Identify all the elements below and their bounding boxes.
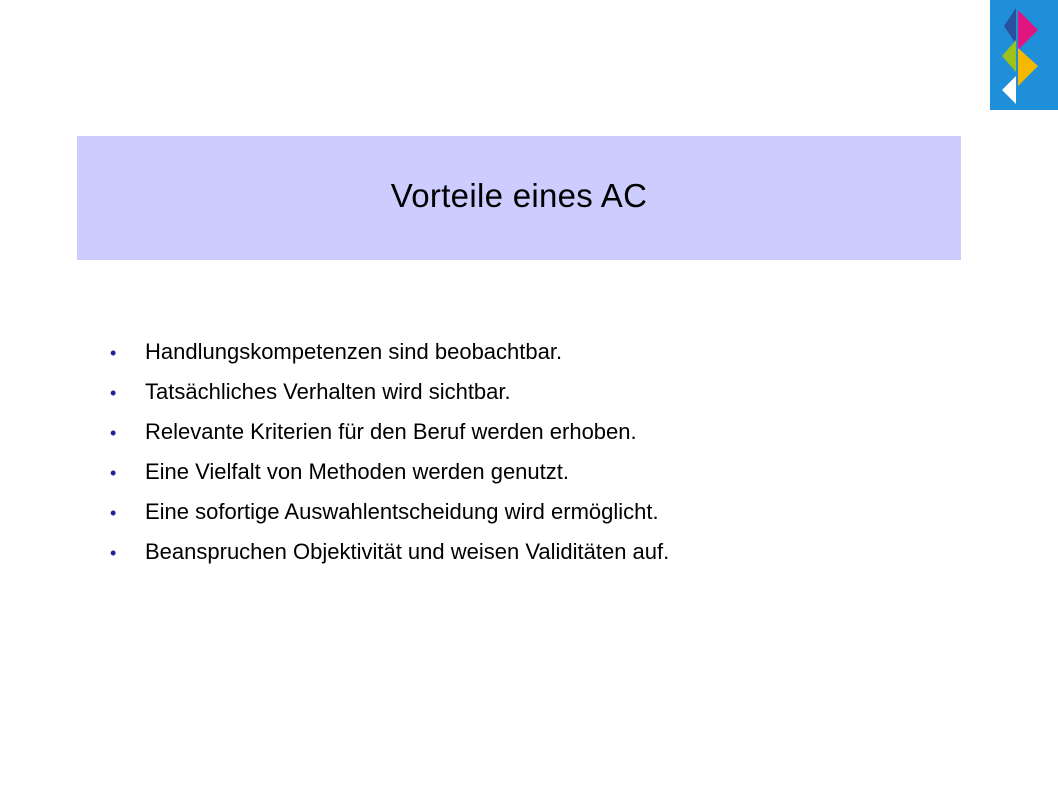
bullet-marker: • <box>110 543 117 563</box>
logo-icon <box>990 0 1058 110</box>
bullet-item <box>110 379 669 419</box>
bullet-text: Tatsächliches Verhalten wird sichtbar. <box>145 379 511 404</box>
bullet-marker: • <box>110 383 117 403</box>
bullet-marker: • <box>110 463 117 483</box>
logo-triangle-yellow <box>1018 48 1038 86</box>
bullet-item <box>110 539 669 579</box>
logo-triangle-magenta <box>1018 10 1038 50</box>
bullet-marker: • <box>110 503 117 523</box>
slide-title: Vorteile eines AC <box>390 177 648 214</box>
logo-triangle-lime <box>1002 40 1016 72</box>
title-band <box>77 136 961 260</box>
bullet-text: Handlungskompetenzen sind beobachtbar. <box>145 339 563 364</box>
bullet-text: Beanspruchen Objektivität und weisen Validitäten auf. <box>145 539 670 564</box>
bullet-text: Relevante Kriterien für den Beruf werden erhoben. <box>145 419 637 444</box>
bullet-item <box>110 459 669 499</box>
bullet-list <box>110 339 669 579</box>
logo-triangle-white <box>1002 76 1016 104</box>
logo-triangle-dark-blue <box>1004 8 1016 44</box>
bullet-text: Eine sofortige Auswahlentscheidung wird ermöglicht. <box>145 499 659 524</box>
bullet-item <box>110 499 669 539</box>
colored-triangles-logo-icon <box>990 0 1058 110</box>
bullet-item <box>110 419 669 459</box>
bullet-marker: • <box>110 423 117 443</box>
bullet-marker: • <box>110 343 117 363</box>
bullet-item <box>110 339 669 379</box>
bullet-text: Eine Vielfalt von Methoden werden genutzt. <box>145 459 569 484</box>
